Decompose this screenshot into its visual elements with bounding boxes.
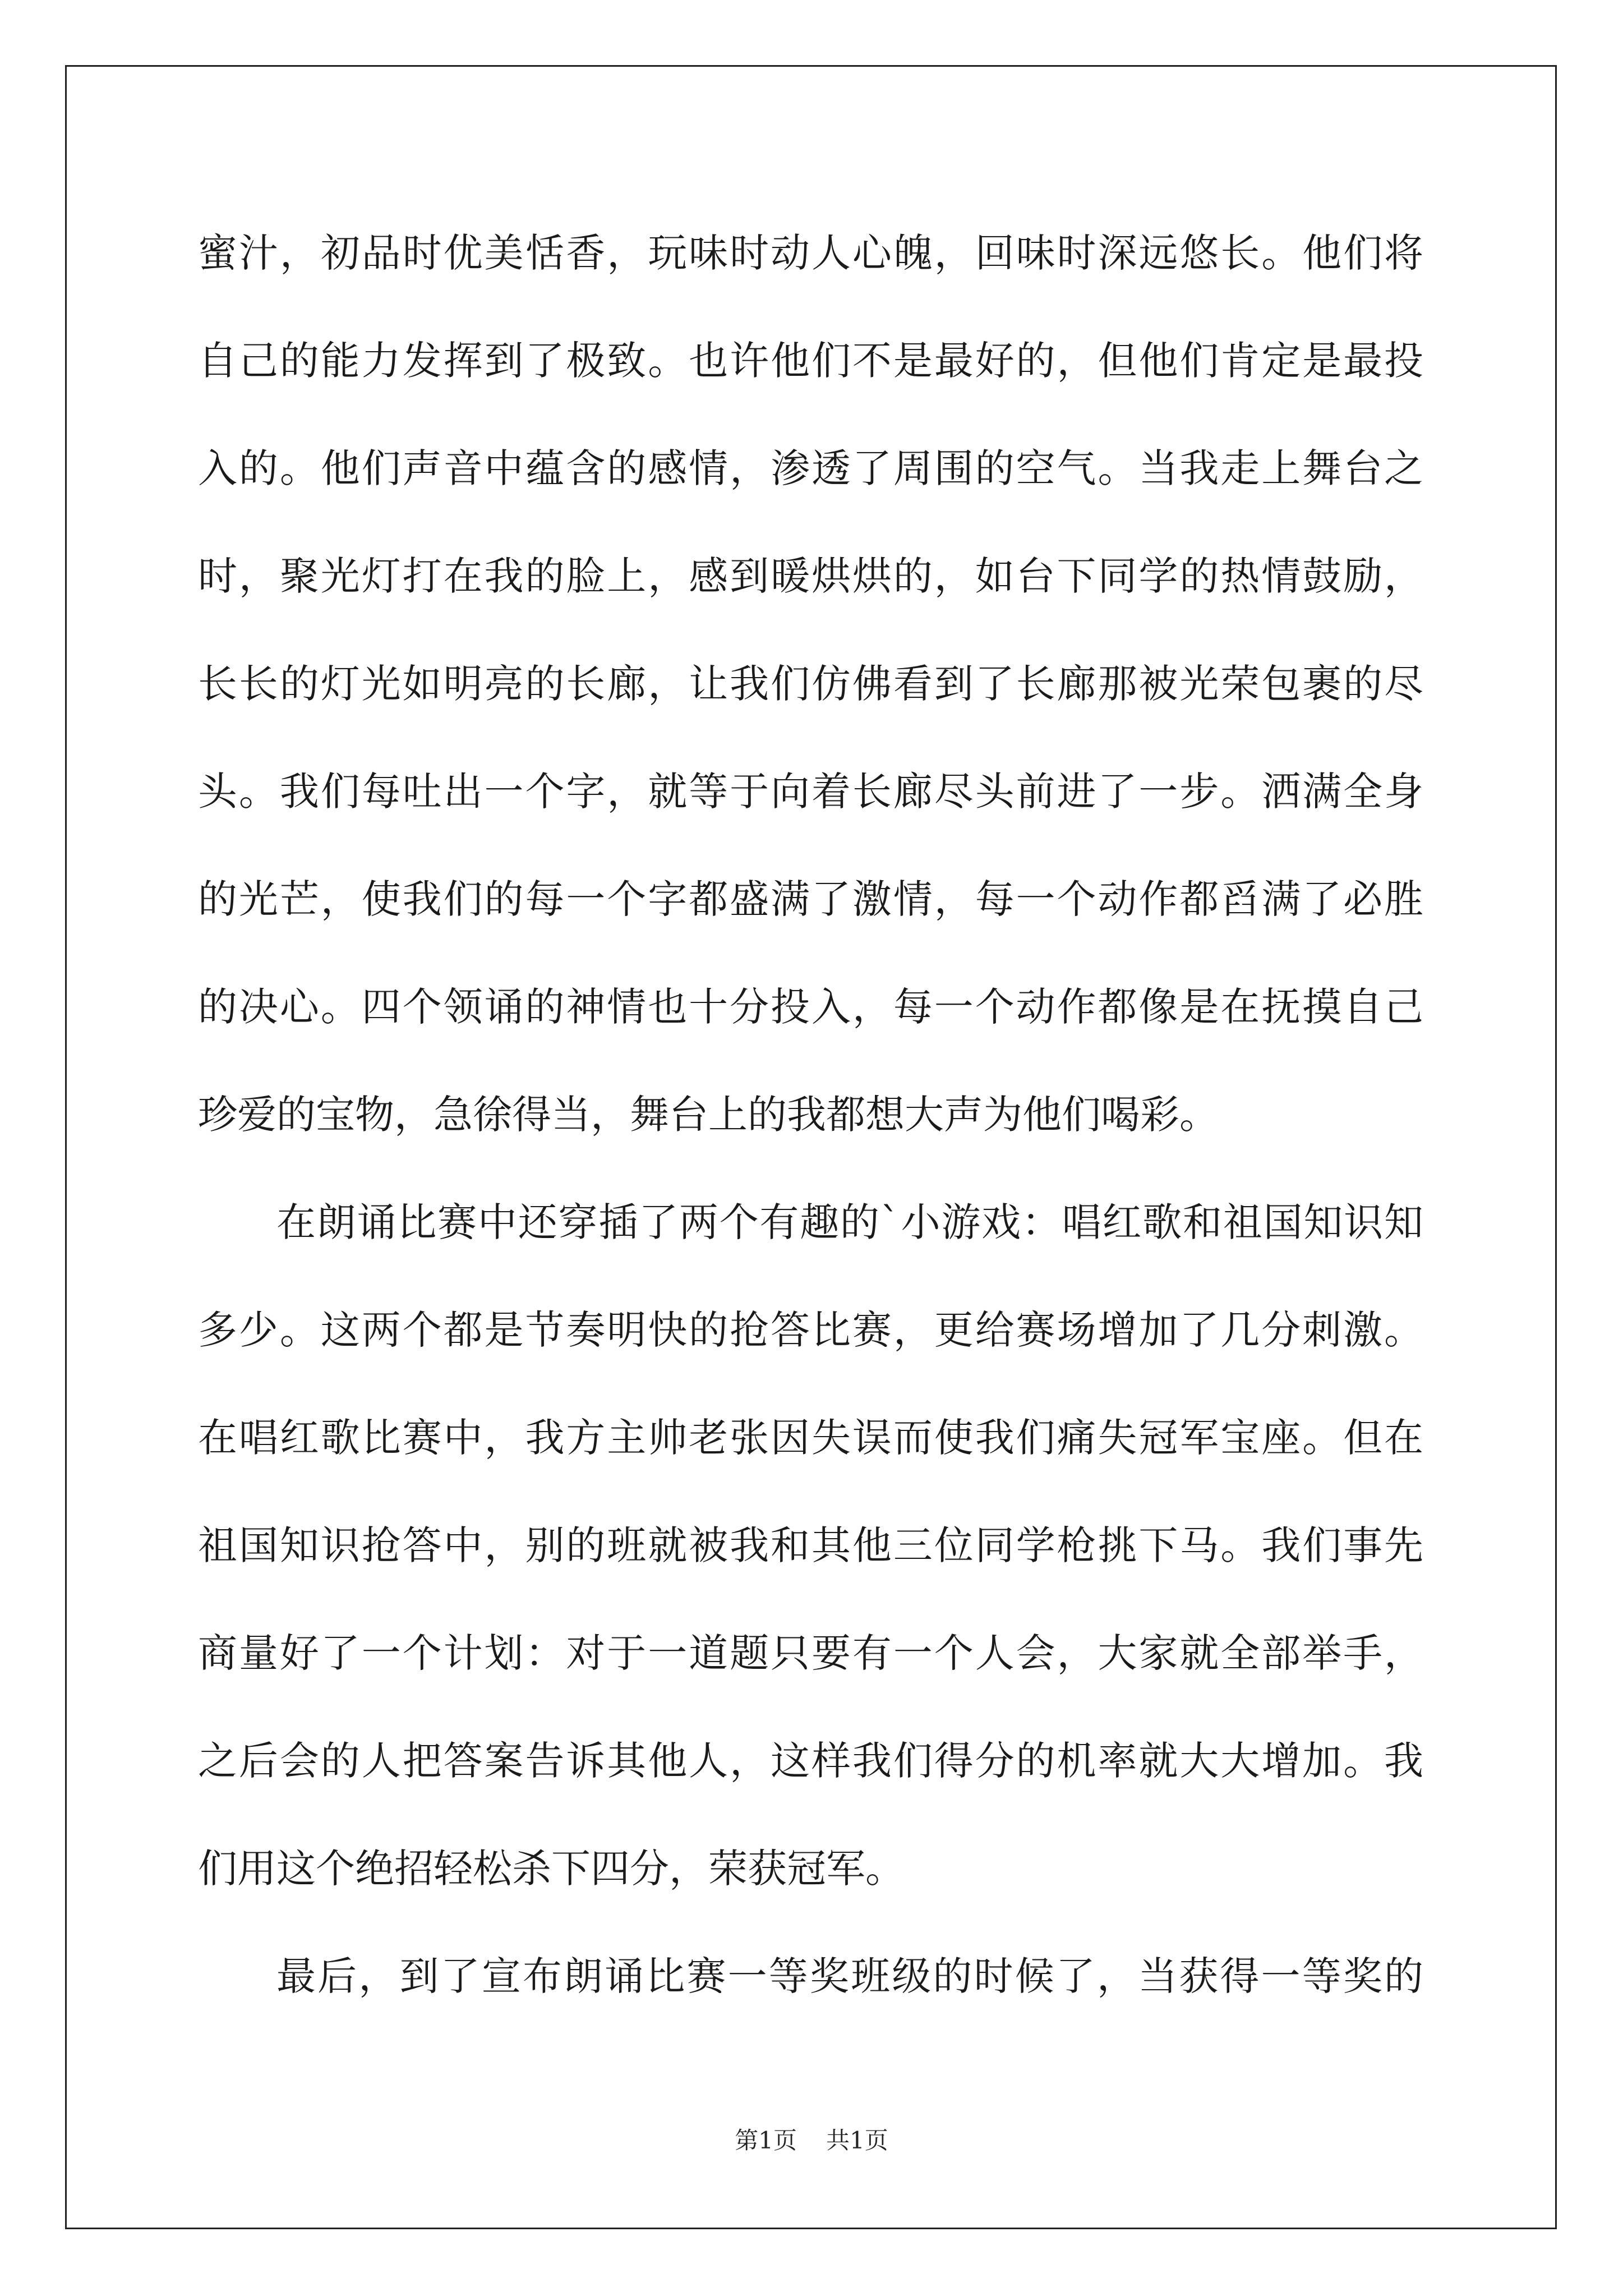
paragraph-2 bbox=[198, 1168, 1423, 1922]
text-line: 祖国知识抢答中，别的班就被我和其他三位同学枪挑下马。我们事先 bbox=[198, 1522, 1423, 1568]
text-line: 头。我们每吐出一个字，就等于向着长廊尽头前进了一步。洒满全身 bbox=[198, 769, 1423, 815]
paragraph-1 bbox=[198, 199, 1423, 1168]
text-line: 多少。这两个都是节奏明快的抢答比赛，更给赛场增加了几分刺激。 bbox=[198, 1307, 1423, 1353]
text-line: 自己的能力发挥到了极致。也许他们不是最好的，但他们肯定是最投 bbox=[198, 338, 1423, 384]
text-line: 商量好了一个计划：对于一道题只要有一个人会，大家就全部举手， bbox=[198, 1630, 1423, 1676]
text-line: 入的。他们声音中蕴含的感情，渗透了周围的空气。当我走上舞台之 bbox=[198, 445, 1423, 491]
text-line: 们用这个绝招轻松杀下四分，荣获冠军。 bbox=[198, 1846, 905, 1892]
text-line: 之后会的人把答案告诉其他人，这样我们得分的机率就大大增加。我 bbox=[198, 1738, 1423, 1784]
page-total: 共1页 bbox=[826, 2127, 888, 2154]
text-line: 长长的灯光如明亮的长廊，让我们仿佛看到了长廊那被光荣包裹的尽 bbox=[198, 661, 1423, 707]
text-line: 的光芒，使我们的每一个字都盛满了激情，每一个动作都舀满了必胜 bbox=[198, 876, 1423, 922]
document-body bbox=[198, 199, 1423, 2030]
text-line: 的决心。四个领诵的神情也十分投入，每一个动作都像是在抚摸自己 bbox=[198, 984, 1423, 1030]
page-number: 第1页 bbox=[735, 2127, 797, 2154]
text-line: 珍爱的宝物，急徐得当，舞台上的我都想大声为他们喝彩。 bbox=[198, 1092, 1219, 1138]
page-footer bbox=[0, 2124, 1623, 2157]
text-line: 在朗诵比赛中还穿插了两个有趣的`小游戏：唱红歌和祖国知识知 bbox=[276, 1199, 1423, 1245]
text-line: 最后，到了宣布朗诵比赛一等奖班级的时候了，当获得一等奖的 bbox=[276, 1953, 1423, 1999]
text-line: 在唱红歌比赛中，我方主帅老张因失误而使我们痛失冠军宝座。但在 bbox=[198, 1415, 1423, 1461]
text-line: 时，聚光灯打在我的脸上，感到暖烘烘的，如台下同学的热情鼓励， bbox=[198, 553, 1423, 599]
text-line: 蜜汁，初品时优美恬香，玩味时动人心魄，回味时深远悠长。他们将 bbox=[198, 230, 1423, 276]
paragraph-3 bbox=[198, 1922, 1423, 2030]
